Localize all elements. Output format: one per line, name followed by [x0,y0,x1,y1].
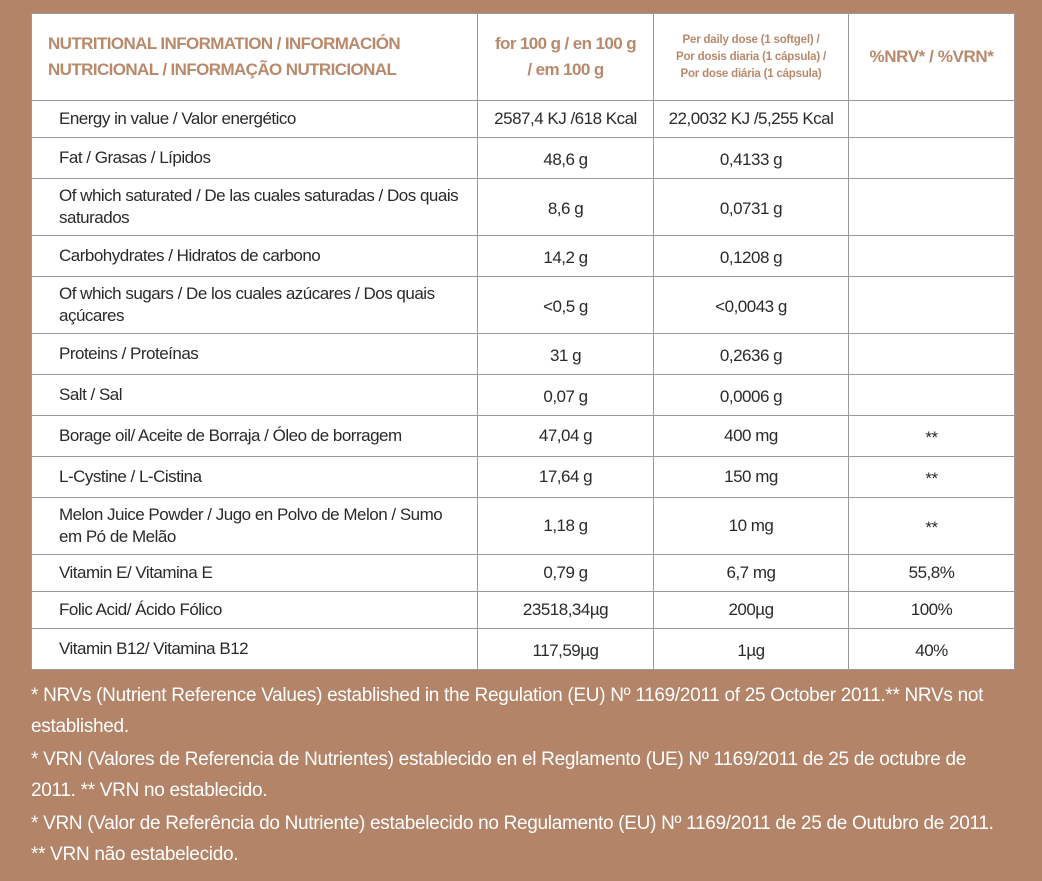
table-row [32,101,1015,138]
table-row [32,375,1015,416]
footnote-english: * NRVs (Nutrient Reference Values) established in the Regulation (EU) Nº 1169/2011 of 25 October 2011.** NRVs not established. [31,685,984,737]
header-daily-dose [654,14,849,101]
table-row [32,416,1015,457]
value-nrv: 100% [849,592,1015,629]
header-daily-line2: Por dosis diaria (1 cápsula) / [676,50,826,63]
value-daily-dose: 0,0731 g [654,179,849,236]
header-main-line2: NUTRICIONAL / INFORMAÇÃO NUTRICIONAL [48,60,397,79]
value-daily-dose: 200µg [654,592,849,629]
value-nrv [849,101,1015,138]
header-daily-line3: Por dose diária (1 cápsula) [680,67,822,80]
nutrient-name: Melon Juice Powder / Jugo en Polvo de Melon / Sumo em Pó de Melão [32,498,478,555]
header-daily-line1: Per daily dose (1 softgel) / [682,33,820,46]
value-nrv: ** [849,416,1015,457]
header-nutritional-information [32,14,478,101]
nutrient-name: Salt / Sal [32,375,478,416]
nutrient-name: Borage oil/ Aceite de Borraja / Óleo de borragem [32,416,478,457]
table-row [32,334,1015,375]
header-per100-line1: for 100 g / en 100 g [494,34,637,53]
value-nrv [849,375,1015,416]
value-nrv [849,334,1015,375]
table-row [32,629,1015,670]
table-row [32,592,1015,629]
footnote-spanish: * VRN (Valores de Referencia de Nutrientes) establecido en el Reglamento (UE) Nº 1169/2011 de 25 de octubre de 2011. ** VRN no establecido. [31,749,967,801]
value-daily-dose: 1µg [654,629,849,670]
value-nrv: ** [849,498,1015,555]
nutrient-name: Of which saturated / De las cuales saturadas / Dos quais saturados [32,179,478,236]
value-per-100g: 31 g [478,334,654,375]
value-per-100g: 23518,34µg [478,592,654,629]
table-row [32,179,1015,236]
value-per-100g: 14,2 g [478,236,654,277]
value-per-100g: 8,6 g [478,179,654,236]
table-header-row [32,14,1015,101]
nutrient-name: Vitamin B12/ Vitamina B12 [32,629,478,670]
nutrient-name: Vitamin E/ Vitamina E [32,555,478,592]
value-per-100g: 2587,4 KJ /618 Kcal [478,101,654,138]
value-per-100g: 0,07 g [478,375,654,416]
footnote-portuguese: * VRN (Valor de Referência do Nutriente) estabelecido no Regulamento (EU) Nº 1169/2011 de 25 de Outubro de 2011. ** VRN não estabelecido. [31,813,994,865]
header-nrv: %NRV* / %VRN* [849,14,1015,101]
table-row [32,236,1015,277]
nutrient-name: Of which sugars / De los cuales azúcares / Dos quais açúcares [32,277,478,334]
table-row [32,138,1015,179]
table-row [32,457,1015,498]
value-per-100g: 48,6 g [478,138,654,179]
value-nrv: ** [849,457,1015,498]
value-daily-dose: 22,0032 KJ /5,255 Kcal [654,101,849,138]
value-daily-dose: 0,1208 g [654,236,849,277]
nutrient-name: Proteins / Proteínas [32,334,478,375]
value-nrv [849,179,1015,236]
value-nrv [849,236,1015,277]
value-per-100g: 17,64 g [478,457,654,498]
header-main-line1: NUTRITIONAL INFORMATION / INFORMACIÓN [48,34,401,53]
value-daily-dose: <0,0043 g [654,277,849,334]
nutrient-name: Carbohydrates / Hidratos de carbono [32,236,478,277]
nutrient-name: L-Cystine / L-Cistina [32,457,478,498]
nutrient-name: Energy in value / Valor energético [32,101,478,138]
value-per-100g: 117,59µg [478,629,654,670]
value-daily-dose: 0,2636 g [654,334,849,375]
nutrient-name: Fat / Grasas / Lípidos [32,138,478,179]
header-per100-line2: / em 100 g [527,60,604,79]
value-per-100g: <0,5 g [478,277,654,334]
value-daily-dose: 150 mg [654,457,849,498]
value-per-100g: 1,18 g [478,498,654,555]
table-row [32,277,1015,334]
value-nrv: 40% [849,629,1015,670]
value-per-100g: 0,79 g [478,555,654,592]
footnotes [31,680,1011,872]
header-per-100g [478,14,654,101]
value-daily-dose: 0,4133 g [654,138,849,179]
nutrition-table [31,13,1015,670]
value-nrv [849,277,1015,334]
value-daily-dose: 10 mg [654,498,849,555]
value-nrv: 55,8% [849,555,1015,592]
nutrient-name: Folic Acid/ Ácido Fólico [32,592,478,629]
value-daily-dose: 0,0006 g [654,375,849,416]
value-daily-dose: 6,7 mg [654,555,849,592]
value-per-100g: 47,04 g [478,416,654,457]
table-row [32,555,1015,592]
value-nrv [849,138,1015,179]
table-row [32,498,1015,555]
value-daily-dose: 400 mg [654,416,849,457]
